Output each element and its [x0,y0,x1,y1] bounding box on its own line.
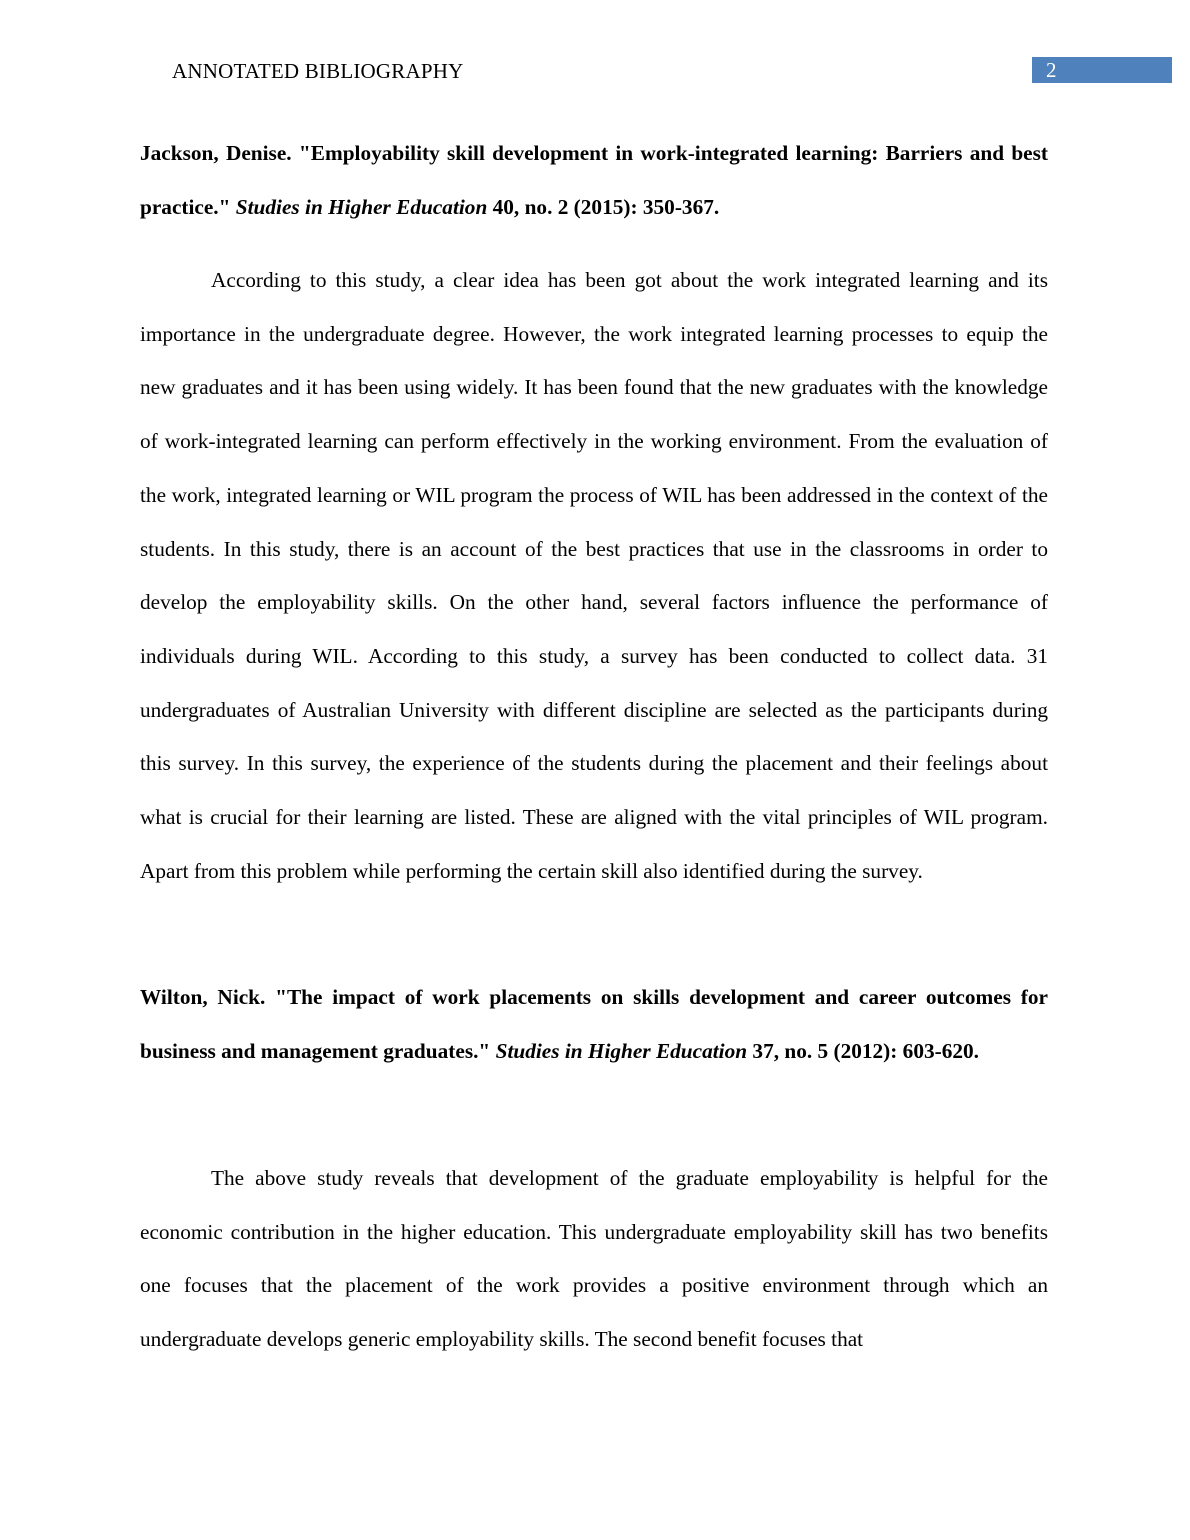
citation-author: Wilton, Nick. [140,985,266,1009]
annotation-wilton: The above study reveals that development of the graduate employability is helpful for the economic contribution in the higher education. This undergraduate employability skill has two benefits one focuses that the placement of the work provides a positive environment through which an undergraduate develops generic employability skills. The second benefit focuses that [140,1166,1048,1352]
page-number-box [1032,57,1172,83]
running-head: ANNOTATED BIBLIOGRAPHY [172,59,464,83]
citation-details: 37, no. 5 (2012): 603-620. [752,1038,979,1063]
page-number: 2 [1046,58,1057,82]
annotation-jackson: According to this study, a clear idea has been got about the work integrated learning and its importance in the undergraduate degree. However, the work integrated learning processes to equip the new graduates and it has been using widely. It has been found that the new graduates with the knowledge of work-integrated learning can perform effectively in the working environment. From the evaluation of the work, integrated learning or WIL program the process of WIL has been addressed in the context of the students. In this study, there is an account of the best practices that use in the classrooms in order to develop the employability skills. On the other hand, several factors influence the performance of individuals during WIL. According to this study, a survey has been conducted to collect data. 31 undergraduates of Australian University with different discipline are selected as the participants during this survey. In this survey, the experience of the students during the placement and their feelings about what is crucial for their learning are listed. These are aligned with the vital principles of WIL program. Apart from this problem while performing the certain skill also identified during the survey. [140,268,1048,883]
citation-details: 40, no. 2 (2015): 350-367. [492,194,720,219]
citation-title: "Employability skill development in work-integrated learning: Barriers and best practice." [140,141,1049,219]
citation-title: "The impact of work placements on skills development and career outcomes for business and management graduates." [140,985,1048,1063]
citation-jackson [140,127,1048,234]
citation-author: Jackson, Denise. [140,141,292,165]
citation-wilton [140,971,1048,1078]
citation-journal: Studies in Higher Education [495,1038,748,1063]
citation-journal: Studies in Higher Education [235,194,488,219]
